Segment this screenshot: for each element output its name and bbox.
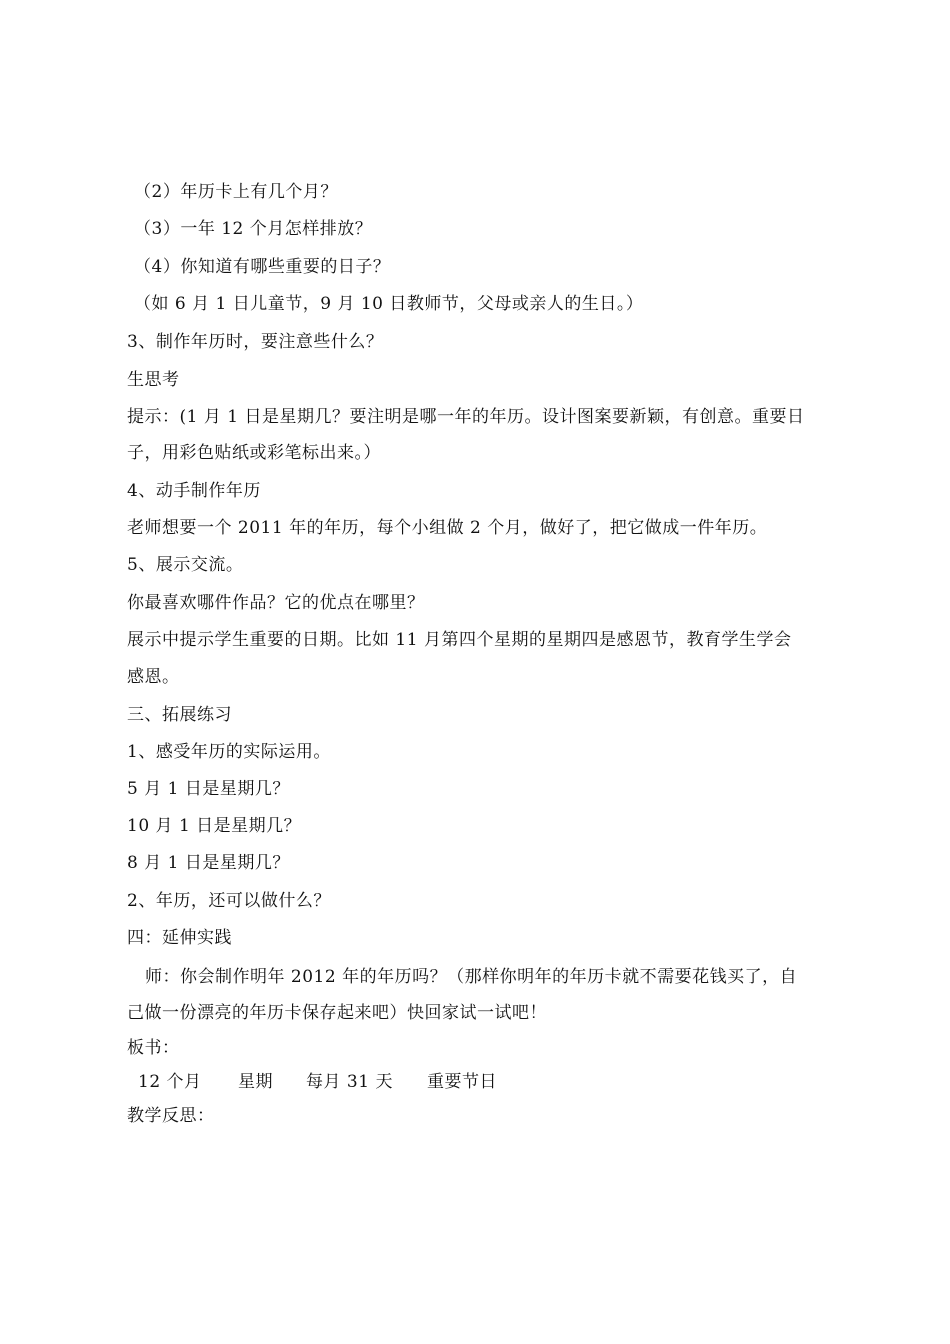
student-thinking: 生思考 — [127, 370, 180, 390]
practice-line-2: 己做一份漂亮的年历卡保存起来吧）快回家试一试吧！ — [127, 1003, 547, 1023]
hint-line-2: 子，用彩色贴纸或彩笔标出来。） — [127, 443, 381, 463]
hint-line-1: 提示：(1 月 1 日是星期几？要注明是哪一年的年历。设计图案要新颖，有创意。重要日 — [127, 407, 805, 427]
section-4-heading: 四：延伸实践 — [127, 928, 232, 948]
display-note-line-2: 感恩。 — [127, 667, 180, 687]
board-item-week: 星期 — [238, 1072, 273, 1092]
step-4-heading: 4、动手制作年历 — [127, 481, 261, 501]
board-heading: 板书： — [127, 1038, 180, 1058]
example-dates: （如 6 月 1 日儿童节，9 月 10 日教师节，父母或亲人的生日。） — [134, 294, 644, 314]
section-3-heading: 三、拓展练习 — [127, 705, 232, 725]
teaching-reflection: 教学反思： — [127, 1106, 215, 1126]
exercise-1-heading: 1、感受年历的实际运用。 — [127, 742, 331, 762]
favorite-work-question: 你最喜欢哪件作品？它的优点在哪里？ — [127, 593, 425, 613]
exercise-may-1: 5 月 1 日是星期几？ — [127, 779, 290, 799]
exercise-2-heading: 2、年历，还可以做什么？ — [127, 891, 331, 911]
teacher-request: 老师想要一个 2011 年的年历，每个小组做 2 个月，做好了，把它做成一件年历。 — [127, 518, 768, 538]
board-item-months: 12 个月 — [138, 1072, 202, 1092]
question-4: （4）你知道有哪些重要的日子？ — [134, 257, 391, 277]
question-3: （3）一年 12 个月怎样排放？ — [134, 219, 373, 239]
step-3-heading: 3、制作年历时，要注意些什么？ — [127, 332, 384, 352]
board-item-days: 每月 31 天 — [306, 1072, 393, 1092]
display-note-line-1: 展示中提示学生重要的日期。比如 11 月第四个星期的星期四是感恩节，教育学生学会 — [127, 630, 792, 650]
board-item-holidays: 重要节日 — [427, 1072, 497, 1092]
step-5-heading: 5、展示交流。 — [127, 555, 244, 575]
exercise-oct-1: 10 月 1 日是星期几？ — [127, 816, 302, 836]
exercise-aug-1: 8 月 1 日是星期几？ — [127, 853, 290, 873]
question-2: （2）年历卡上有几个月？ — [134, 182, 338, 202]
board-summary — [138, 1070, 638, 1094]
practice-line-1: 师：你会制作明年 2012 年的年历吗？（那样你明年的年历卡就不需要花钱买了，自 — [145, 967, 798, 987]
